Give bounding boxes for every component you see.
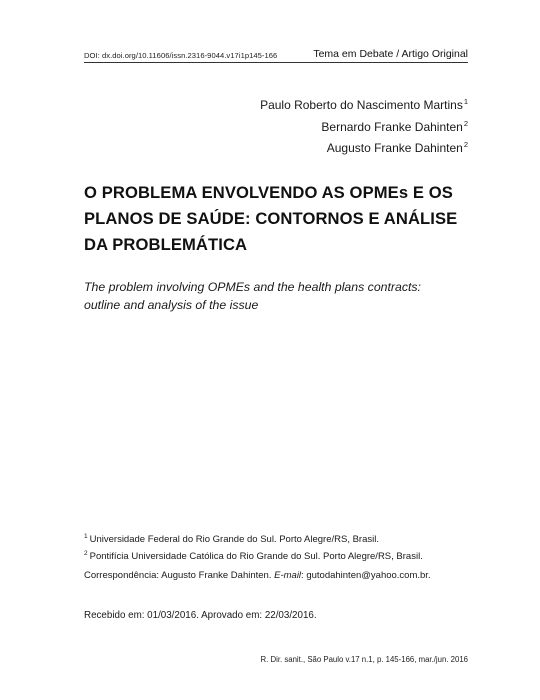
- author: [260, 115, 468, 137]
- author: [260, 136, 468, 158]
- article-title: O PROBLEMA ENVOLVENDO AS OPMEs E OS PLANOS DE SAÚDE: CONTORNOS E ANÁLISE DA PROBLEMÁTICA: [84, 183, 458, 254]
- affiliation-text: Pontifícia Universidade Católica do Rio Grande do Sul. Porto Alegre/RS, Brasil.: [89, 551, 423, 562]
- section-label: Tema em Debate / Artigo Original: [313, 48, 468, 60]
- received-dates: Recebido em: 01/03/2016. Aprovado em: 22/03/2016.: [84, 610, 317, 621]
- affiliation-number: 2: [84, 550, 88, 557]
- article-title-english: The problem involving OPMEs and the health plans contracts: outline and analysis of the issue: [84, 280, 421, 312]
- author: [260, 93, 468, 115]
- author-name: Bernardo Franke Dahinten: [321, 119, 463, 134]
- affiliation-text: Universidade Federal do Rio Grande do Sul. Porto Alegre/RS, Brasil.: [89, 534, 379, 545]
- email-address: : gutodahinten@yahoo.com.br.: [301, 570, 431, 581]
- affiliation-number: 1: [84, 533, 88, 540]
- affiliations: [84, 528, 484, 584]
- affiliation: [84, 528, 484, 545]
- correspondence: [84, 567, 484, 584]
- email-label: E-mail: [274, 570, 302, 581]
- doi-text: DOI: dx.doi.org/10.11606/issn.2316-9044.v17i1p145-166: [84, 51, 278, 60]
- author-affil-ref: 2: [463, 140, 468, 149]
- author-affil-ref: 1: [463, 97, 468, 106]
- author-affil-ref: 2: [463, 118, 468, 128]
- author-list: [260, 93, 468, 158]
- author-name: Paulo Roberto do Nascimento Martins: [260, 98, 463, 112]
- correspondence-label: Correspondência: Augusto Franke Dahinten.: [84, 570, 272, 581]
- journal-citation: R. Dir. sanit., São Paulo v.17 n.1, p. 145-166, mar./jun. 2016: [260, 655, 468, 664]
- page-header: [84, 40, 468, 63]
- affiliation: [84, 545, 484, 562]
- author-name: Augusto Franke Dahinten: [326, 141, 463, 155]
